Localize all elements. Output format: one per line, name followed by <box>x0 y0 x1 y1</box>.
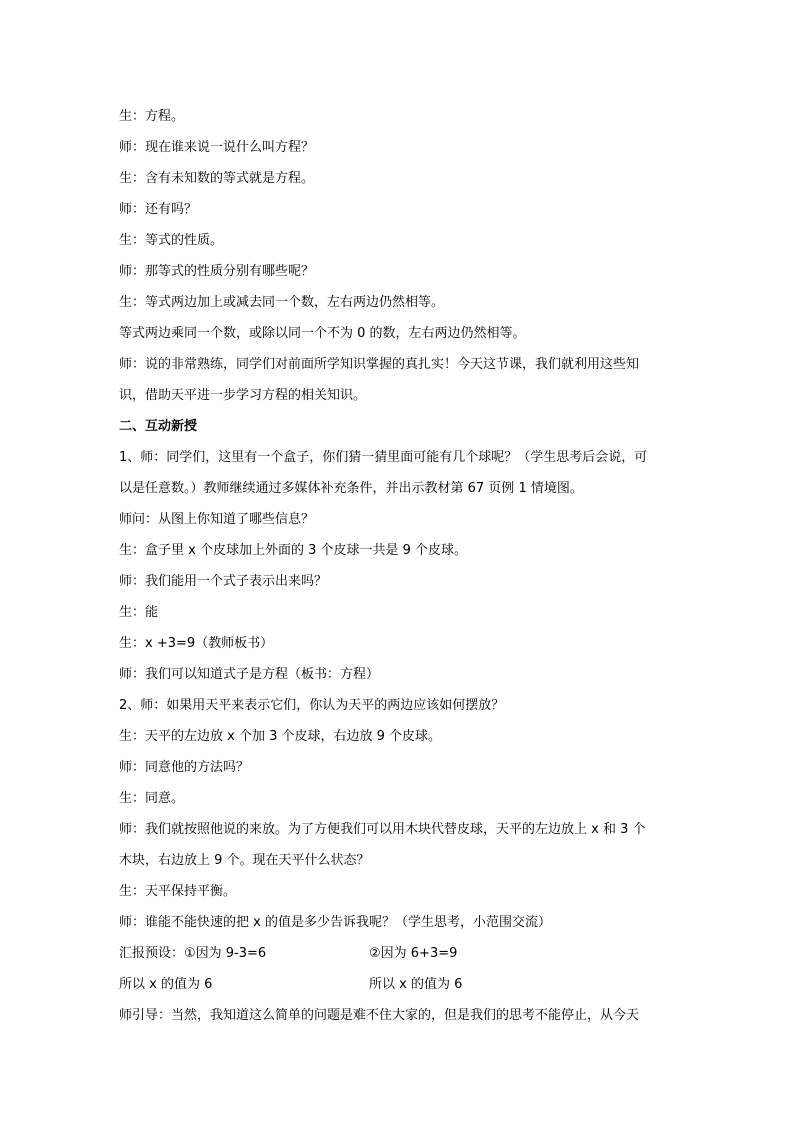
text-line: 识，借助天平进一步学习方程的相关知识。 <box>119 388 367 403</box>
text-line: 师问：从图上你知道了哪些信息？ <box>119 512 315 527</box>
text-line: 生：天平保持平衡。 <box>119 884 237 899</box>
text-line: 生：同意。 <box>119 791 185 806</box>
text-line: 师：那等式的性质分别有哪些呢？ <box>119 264 315 279</box>
text-line: 师：还有吗？ <box>119 202 198 217</box>
text-line: 生：等式的性质。 <box>119 233 224 248</box>
text-line: 师：同意他的方法吗？ <box>119 760 250 775</box>
text-line: 师：谁能不能快速的把 x 的值是多少告诉我呢？（学生思考，小范围交流） <box>119 915 551 930</box>
report-row <box>119 938 679 969</box>
text-line: 生：天平的左边放 x 个加 3 个皮球，右边放 9 个皮球。 <box>119 729 442 744</box>
report-left: 所以 x 的值为 6 <box>119 977 213 992</box>
text-line: 师：我们可以知道式子是方程（板书：方程） <box>119 667 380 682</box>
text-line: 生：方程。 <box>119 109 185 124</box>
report-row <box>119 969 679 1000</box>
text-line: 生：能 <box>119 605 159 620</box>
section-heading: 二、互动新授 <box>119 419 198 434</box>
text-line: 2、师：如果用天平来表示它们，你认为天平的两边应该如何摆放？ <box>119 698 505 713</box>
text-line: 生：盒子里 x 个皮球加上外面的 3 个皮球一共是 9 个皮球。 <box>119 543 468 558</box>
text-line: 生：等式两边加上或减去同一个数，左右两边仍然相等。 <box>119 295 445 310</box>
text-line: 师：说的非常熟练，同学们对前面所学知识掌握的真扎实！今天这节课，我们就利用这些知 <box>119 357 640 372</box>
document-body <box>119 101 679 1031</box>
report-left: 汇报预设：①因为 9-3=6 <box>119 946 267 961</box>
text-line: 1、师：同学们，这里有一个盒子，你们猜一猜里面可能有几个球呢？（学生思考后会说，可 <box>119 450 648 465</box>
text-line: 师：我们能用一个式子表示出来吗？ <box>119 574 328 589</box>
text-line: 生：x +3=9（教师板书） <box>119 636 274 651</box>
text-line: 以是任意数。）教师继续通过多媒体补充条件，并出示教材第 67 页例 1 情境图。 <box>119 481 583 496</box>
text-line: 师：我们就按照他说的来放。为了方便我们可以用木块代替皮球，天平的左边放上 x 和 3 个 <box>119 822 646 837</box>
text-line: 等式两边乘同一个数，或除以同一个不为 0 的数，左右两边仍然相等。 <box>119 326 526 341</box>
text-line: 师引导：当然，我知道这么简单的问题是难不住大家的，但是我们的思考不能停止，从今天 <box>119 1008 640 1023</box>
text-line: 木块，右边放上 9 个。现在天平什么状态？ <box>119 853 370 868</box>
text-line: 师：现在谁来说一说什么叫方程？ <box>119 140 315 155</box>
report-right: 所以 x 的值为 6 <box>369 977 463 992</box>
report-right: ②因为 6+3=9 <box>369 946 458 961</box>
text-line: 生：含有未知数的等式就是方程。 <box>119 171 315 186</box>
